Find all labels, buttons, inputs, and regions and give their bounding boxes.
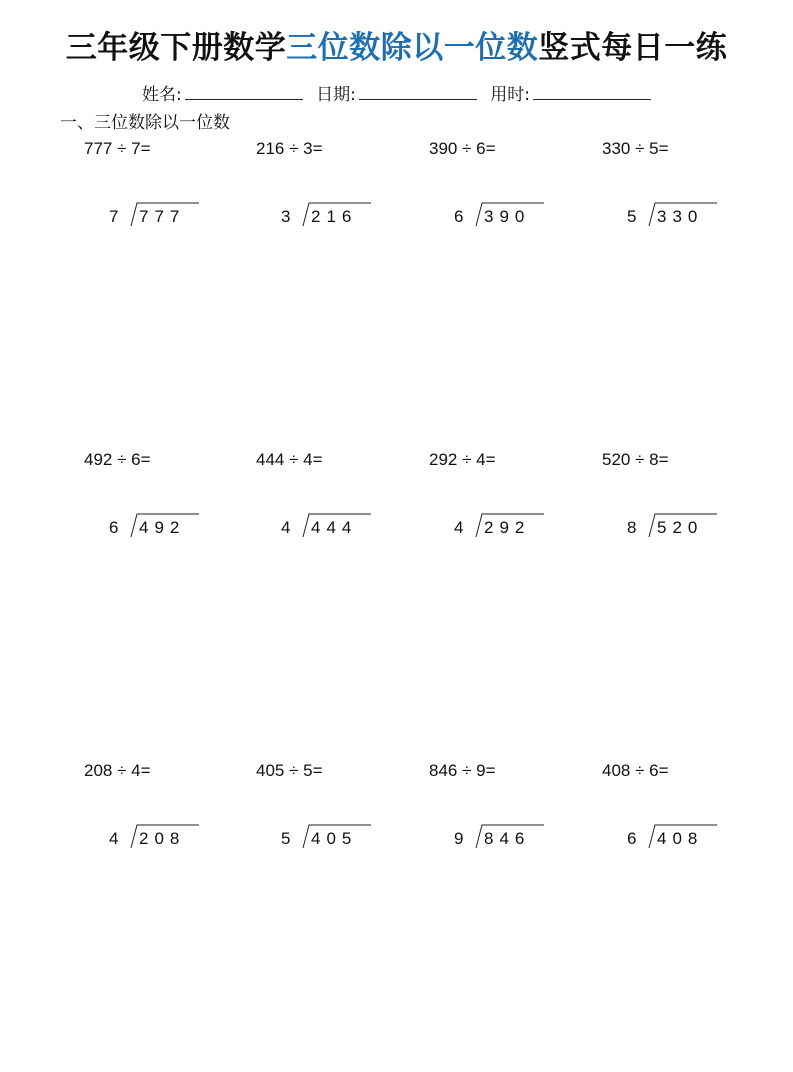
name-blank-line[interactable] <box>185 84 303 100</box>
dividend: 520 <box>657 518 704 537</box>
problem-5 <box>84 450 256 570</box>
divisor: 6 <box>454 207 464 226</box>
page-title <box>0 22 793 67</box>
dividend: 405 <box>311 829 358 848</box>
problem-equation: 292 ÷ 4= <box>429 450 496 469</box>
dividend: 492 <box>139 518 186 537</box>
dividend: 292 <box>484 518 531 537</box>
long-division <box>281 824 421 852</box>
problem-4 <box>602 139 774 259</box>
problem-1 <box>84 139 256 259</box>
problem-3 <box>429 139 601 259</box>
divisor: 5 <box>627 207 637 226</box>
long-division <box>281 202 421 230</box>
long-division <box>627 824 767 852</box>
divisor: 5 <box>281 829 291 848</box>
title-highlight: 三位数除以一位数 <box>286 30 539 66</box>
section-title: 一、三位数除以一位数 <box>60 113 230 133</box>
problem-equation: 444 ÷ 4= <box>256 450 323 469</box>
name-label: 姓名: <box>141 85 182 105</box>
divisor: 4 <box>454 518 464 537</box>
name-field <box>142 85 308 105</box>
problem-equation: 520 ÷ 8= <box>602 450 669 469</box>
problem-12 <box>602 761 774 881</box>
long-division <box>109 824 249 852</box>
divisor: 4 <box>109 829 119 848</box>
dividend: 444 <box>311 518 358 537</box>
divisor: 3 <box>281 207 291 226</box>
problem-6 <box>256 450 428 570</box>
problem-2 <box>256 139 428 259</box>
title-part-1: 三年级下册数学 <box>65 30 287 66</box>
problem-equation: 216 ÷ 3= <box>256 139 323 158</box>
problem-equation: 408 ÷ 6= <box>602 761 669 780</box>
problem-9 <box>84 761 256 881</box>
dividend: 208 <box>139 829 186 848</box>
long-division <box>109 513 249 541</box>
long-division <box>627 513 767 541</box>
problem-equation: 390 ÷ 6= <box>429 139 496 158</box>
long-division <box>281 513 421 541</box>
problem-equation: 846 ÷ 9= <box>429 761 496 780</box>
dividend: 408 <box>657 829 704 848</box>
problem-equation: 405 ÷ 5= <box>256 761 323 780</box>
time-label: 用时: <box>490 85 530 105</box>
time-blank-line[interactable] <box>533 84 651 100</box>
date-blank-line[interactable] <box>359 84 477 100</box>
problem-8 <box>602 450 774 570</box>
title-part-2: 竖式每日一练 <box>538 30 728 66</box>
long-division <box>627 202 767 230</box>
long-division <box>454 513 594 541</box>
divisor: 7 <box>109 207 119 226</box>
divisor: 6 <box>109 518 119 537</box>
long-division <box>109 202 249 230</box>
date-field <box>316 85 482 105</box>
date-label: 日期: <box>316 85 356 105</box>
dividend: 777 <box>139 207 186 226</box>
divisor: 9 <box>454 829 464 848</box>
dividend: 846 <box>484 829 531 848</box>
problem-equation: 208 ÷ 4= <box>84 761 151 780</box>
problem-equation: 777 ÷ 7= <box>84 139 151 158</box>
dividend: 330 <box>657 207 704 226</box>
problem-equation: 492 ÷ 6= <box>84 450 151 469</box>
long-division <box>454 824 594 852</box>
divisor: 6 <box>627 829 637 848</box>
time-field <box>490 85 651 105</box>
worksheet-info-row <box>0 80 793 105</box>
problem-11 <box>429 761 601 881</box>
problem-7 <box>429 450 601 570</box>
problem-10 <box>256 761 428 881</box>
dividend: 390 <box>484 207 531 226</box>
divisor: 4 <box>281 518 291 537</box>
long-division <box>454 202 594 230</box>
problem-equation: 330 ÷ 5= <box>602 139 669 158</box>
divisor: 8 <box>627 518 637 537</box>
dividend: 216 <box>311 207 358 226</box>
